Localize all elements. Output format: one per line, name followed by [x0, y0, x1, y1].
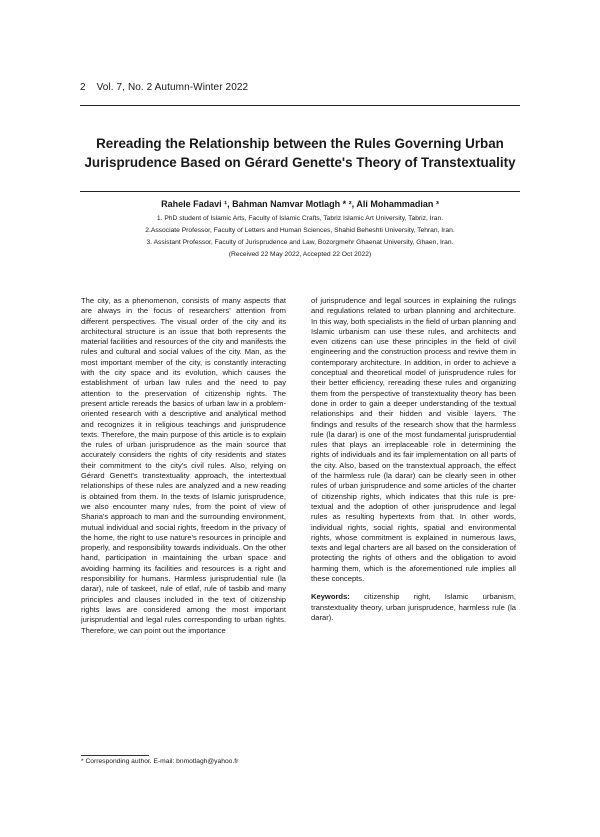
journal-issue: Vol. 7, No. 2 Autumn-Winter 2022	[96, 82, 249, 93]
abstract-column-left	[81, 296, 286, 636]
title-line-1: Rereading the Relationship between the Rules Governing Urban	[96, 136, 504, 151]
article-title	[80, 134, 520, 172]
affiliation-3: 3. Assistant Professor, Faculty of Jurisprudence and Law, Bozorgmehr Ghaenat University, Ghaen, Iran.	[146, 239, 454, 246]
authors: Rahele Fadavi ¹, Bahman Namvar Motlagh * ², Ali Mohammadian ³	[161, 199, 439, 209]
affiliation-2: 2.Associate Professor, Faculty of Letters and Human Sciences, Shahid Beheshti University, Tehran, Iran.	[145, 227, 455, 234]
keywords-label: Keywords:	[311, 592, 350, 602]
keywords	[311, 592, 516, 623]
bottom-rule	[80, 191, 520, 192]
page-number: 2	[80, 82, 86, 93]
abstract-column-right	[311, 296, 516, 623]
footnote-rule	[81, 755, 149, 756]
keywords-text: citizenship right, Islamic urbanism, transtextuality theory, urban jurisprudence, harmless rule (la darar).	[311, 592, 516, 622]
received-dates: (Received 22 May 2022, Accepted 22 Oct 2022)	[228, 251, 372, 258]
abstract-text-right: of jurisprudence and legal sources in explaining the rulings and regulations related to urban planning and architecture. In this way, both specialists in the field of urban planning and Islamic urbanism can use these rules, and architects and even citizens can use these principles in the field of civil engineering and the construction process and revive them in contemporary architecture. In addition, in order to achieve a conceptual and theoretical model of jurisprudence rules for their better efficiency, rereading these rules and organizing them from the perspective of transtextuality theory has been done in order to gain a deeper understanding of the textual relationships and their hidden and visible layers. The findings and results of the research show that the harmless rule (la darar) is one of the most fundamental jurisprudential rules that plays an irreplaceable role in determining the rights of individuals and its fair implementation on all parts of the city. Also, based on the transtextual approach, the effect of the harmless rule (la darar) can be clearly seen in other rules of urban jurisprudence and some articles of the charter of citizenship rights, which indicates that this rule is pre-textual and the adoption of other jurisprudence and legal rules as resulting hypertexts from that. In other words, individual rights, social rights, spatial and environmental rights, whose commitment is explained in numerous laws, texts and legal charters are all based on the consideration of protecting the rights of others and the obligation to avoid harming them, which is the aforementioned rule implies all these concepts.	[311, 296, 516, 584]
running-head	[80, 82, 248, 93]
affiliation-1: 1. PhD student of Islamic Arts, Faculty of Islamic Crafts, Tabriz Islamic Art University, Tabriz, Iran.	[156, 215, 444, 222]
abstract-text-left: The city, as a phenomenon, consists of many aspects that are always in the focus of researchers' attention from different perspectives. The visual order of the city and its architectural structure is an issue that both represents the material facilities and resources of the city and manifests the rules and cultural and social values of the city. Man, as the most important member of the city, is constantly interacting with the city space and its evolution, which causes the establishment of urban law rules and the need to pay attention to the preservation of citizenship rights. The present article rereads the basics of urban law in a problem-oriented research with a descriptive and analytical method and recognizes it in religious teachings and jurisprudence texts. Therefore, the main purpose of this article is to explain the rules of urban jurisprudence as the main source that accurately considers the rights of city residents and states their commitment to the city's civil rules. Also, relying on Gérard Genett's transtextuality approach, the intertextual relationships of these rules are analyzed and a new reading is obtained from them. In the texts of Islamic jurisprudence, we also encounter many rules, from the point of view of Sharia's approach to man and the surrounding environment, mutual individual and social rights, freedom in the privacy of the home, the right to use nature's resources in principle and properly, and responsibility towards individuals. On the other hand, participation in maintaining the urban space and avoiding harming its facilities and resources is a right and responsibility for humans. Harmless jurisprudential rule (la darar), rule of taskeet, rule of etlaf, rule of tasbib and many principles and clauses included in the text of citizenship rights laws are considered among the most important jurisprudential and legal rules corresponding to urban rights. Therefore, we can point out the importance	[81, 296, 286, 635]
top-rule	[80, 105, 520, 106]
title-line-2: Jurisprudence Based on Gérard Genette's Theory of Transtextuality	[84, 155, 516, 170]
footnote-corresponding-author: * Corresponding author. E-mail: bnmotlagh@yahoo.fr	[81, 758, 239, 765]
